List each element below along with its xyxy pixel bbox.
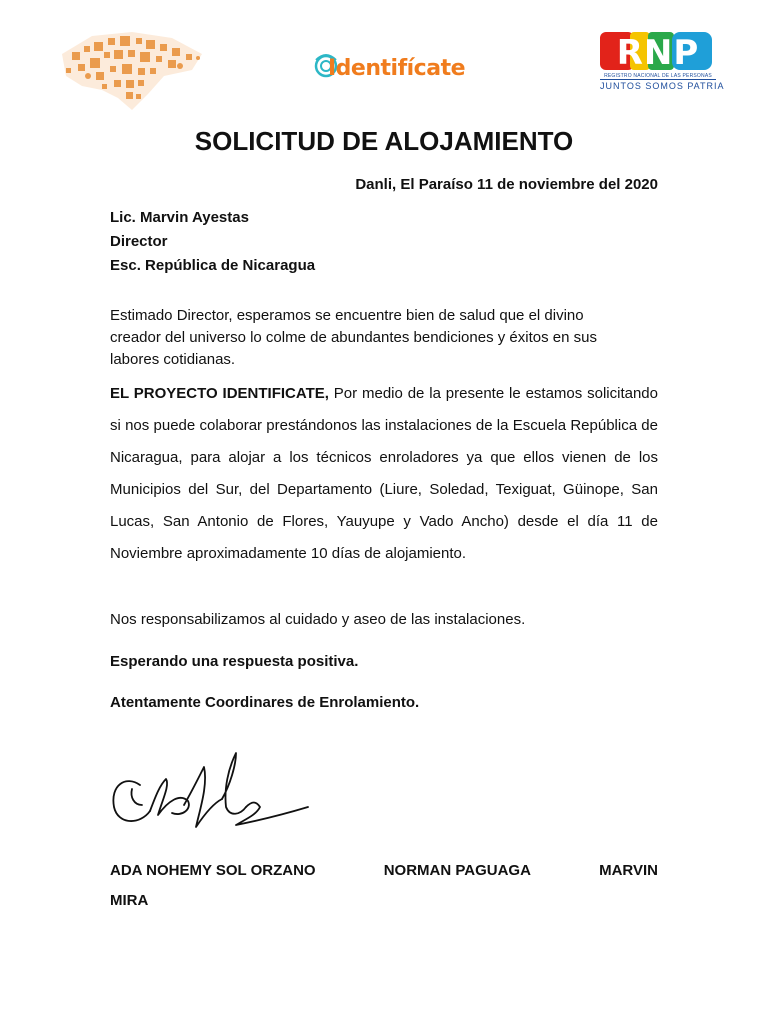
request-paragraph	[110, 378, 658, 570]
signer-3-first: MARVIN	[599, 862, 658, 879]
rnp-slogan: JUNTOS SOMOS PATRIA	[600, 81, 725, 91]
rnp-divider	[600, 79, 716, 80]
rnp-logo	[598, 30, 725, 98]
honduras-map-logo	[52, 24, 212, 112]
recipient-name: Lic. Marvin Ayestas	[110, 209, 249, 226]
signers-block	[110, 856, 658, 916]
date-line: Danli, El Paraíso 11 de noviembre del 2020	[355, 176, 658, 193]
signer-3-last: MIRA	[110, 892, 149, 909]
signer-2: NORMAN PAGUAGA	[383, 862, 531, 879]
responsibility-line: Nos responsabilizamos al cuidado y aseo de las instalaciones.	[110, 611, 526, 628]
rnp-subtitle: REGISTRO NACIONAL DE LAS PERSONAS	[604, 73, 712, 79]
project-name: EL PROYECTO IDENTIFICATE,	[110, 385, 329, 402]
recipient-institution: Esc. República de Nicaragua	[110, 257, 316, 274]
handwritten-signature	[96, 745, 310, 840]
greeting-paragraph: Estimado Director, esperamos se encuentre bien de salud que el divino creador del universo lo colme de abundantes bendiciones y éxitos en sus labores cotidianas.	[110, 307, 597, 368]
recipient-role: Director	[110, 233, 168, 250]
identificate-logo-text: Identifícate	[328, 56, 466, 81]
rnp-letters-mark	[600, 30, 716, 72]
document-title: SOLICITUD DE ALOJAMIENTO	[194, 126, 574, 156]
closing-line-1: Esperando una respuesta positiva.	[110, 653, 359, 670]
signer-1: ADA NOHEMY SOL ORZANO	[110, 862, 316, 879]
identificate-logo	[312, 50, 482, 96]
rnp-letters: RNP	[616, 33, 700, 72]
signers-row	[110, 856, 658, 886]
closing-line-2: Atentamente Coordinares de Enrolamiento.	[110, 694, 420, 711]
recipient-block	[110, 206, 315, 278]
request-body: Por medio de la presente le estamos solicitando si nos puede colaborar prestándonos las instalaciones de la Escuela República de Nicaragua, para alojar a los técnicos enroladores ya que ellos vienen de los Municipios del Sur, del Departamento (Liure, Soledad, Texiguat, Güinope, San Lucas, San Antonio de Flores, Yauyupe y Vado Ancho) desde el día 11 de Noviembre aproximadamente 10 días de alojamiento.	[110, 385, 658, 562]
